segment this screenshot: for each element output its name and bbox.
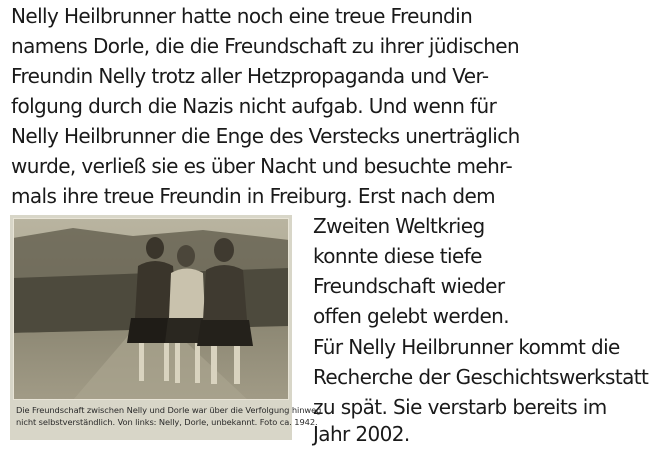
photo-panel: [10, 215, 322, 440]
text-line: zu spät. Sie verstarb bereits im: [313, 395, 607, 419]
text-line: wurde, verließ sie es über Nacht und besuchte mehr-: [11, 154, 513, 178]
photo-caption-line: Die Freundschaft zwischen Nelly und Dorle war über die Verfolgung hinweg: [16, 405, 322, 415]
text-line: Zweiten Weltkrieg: [313, 214, 485, 238]
text-line: mals ihre treue Freundin in Freiburg. Erst nach dem: [11, 184, 496, 208]
text-line: Freundin Nelly trotz aller Hetzpropaganda und Ver-: [11, 64, 489, 88]
text-line: namens Dorle, die die Freundschaft zu ihrer jüdischen: [11, 34, 520, 58]
text-line: folgung durch die Nazis nicht aufgab. Und wenn für: [11, 94, 497, 118]
text-line: konnte diese tiefe: [313, 244, 482, 268]
text-line: Freundschaft wieder: [313, 274, 505, 298]
historic-photo: [13, 218, 289, 400]
text-line: Für Nelly Heilbrunner kommt die: [313, 335, 620, 359]
text-line: Nelly Heilbrunner hatte noch eine treue Freundin: [11, 4, 473, 28]
text-line: Recherche der Geschichtswerkstatt: [313, 365, 649, 389]
photo-caption-line: nicht selbstverständlich. Von links: Nelly, Dorle, unbekannt. Foto ca. 1942.: [16, 417, 318, 427]
text-line: Nelly Heilbrunner die Enge des Verstecks unerträglich: [11, 124, 520, 148]
text-line: offen gelebt werden.: [313, 304, 509, 328]
text-line: Jahr 2002.: [313, 422, 410, 446]
